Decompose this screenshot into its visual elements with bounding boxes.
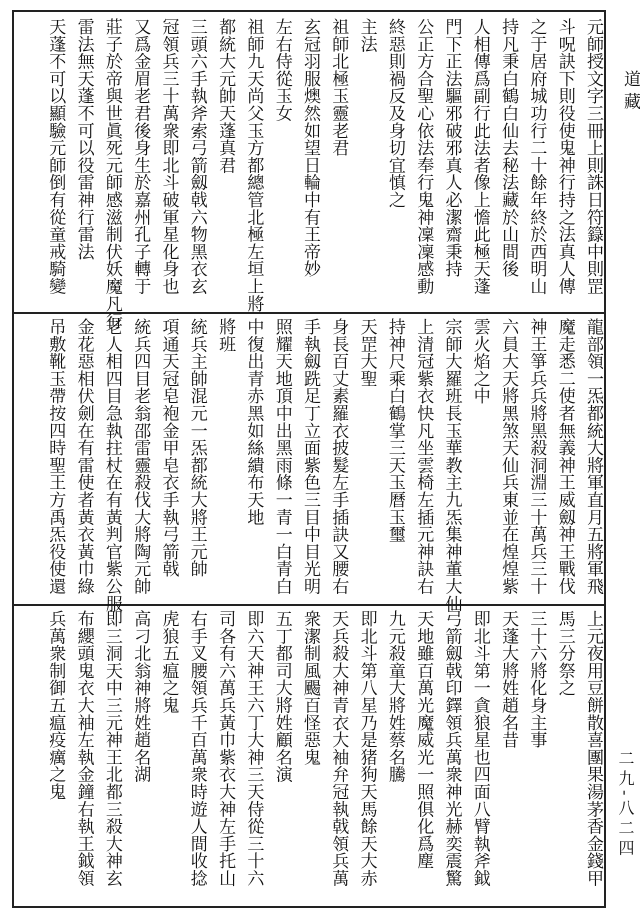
panel1-column: 左右侍從玉女 xyxy=(271,18,292,122)
panel2-column: 金花惡相伏劍在有雷使者黃衣黃巾綠 xyxy=(73,318,94,595)
panel1-column: 人相傳爲副行此法者像上憺此極天蓬 xyxy=(469,18,490,295)
panel2-column: 手執劔跣足丁立面紫色三目中目光明 xyxy=(300,318,320,595)
panel3-column: 天兵殺大神青衣大袖弁冠執戟領兵萬 xyxy=(328,610,349,887)
panel2-column: 龍部領一炁都統大將軍直月五將軍飛 xyxy=(583,318,603,595)
panel3-column: 三十六將化身主事 xyxy=(526,610,547,749)
panel2-column: 六員大天將黑煞天仙兵東並在煌煌紫 xyxy=(498,318,519,595)
panel1-column: 元師授文字三冊上則誅日符籙中則罡 xyxy=(583,18,603,295)
panel2-column: 持神尺乘白鶴掌三天玉曆玉璽 xyxy=(384,318,405,543)
panel2-column: 身長百丈素羅衣披髮左手插訣又腰右 xyxy=(328,318,349,595)
panel1-column: 又爲金眉老君後身生於嘉州孔子轉于 xyxy=(130,18,151,295)
panel2-column: 中復出青赤黑如絲繢布天地 xyxy=(243,318,264,526)
panel1-column: 祖師北極玉靈老君 xyxy=(328,18,349,157)
panel1-column: 斗呪訣下則役使鬼神行持之法真人傳 xyxy=(554,18,575,295)
panel3-column: 弓箭劔戟印鐸領兵萬衆神光赫奕震驚 xyxy=(441,610,462,887)
panel1-column: 持凡秉白鶴白仙去秘法藏於山間後 xyxy=(498,18,519,278)
panel3-column: 右手叉腰領兵千百萬衆時遊人間收捻 xyxy=(186,610,207,887)
panel3-column: 布纓頭鬼衣大袖左執金鐘右執王鉞領 xyxy=(73,610,94,887)
panel2-column: 統兵四目老翁邵雷靈殺伐大將陶元帥 xyxy=(130,318,151,595)
panel1-column: 玄冠羽服燠然如望日輪中有王帝妙 xyxy=(300,18,320,278)
panel2-column: 項通天冠皂袍金甲皂衣手執弓箭戟 xyxy=(158,318,179,578)
panel3-column: 司各有六萬兵黃巾紫衣大神左手托山 xyxy=(215,610,236,887)
panel2-column: 老人相四目急執拄杖在有黃判官紫公服 xyxy=(101,318,122,613)
panel3-column: 馬三分祭之 xyxy=(554,610,575,697)
panel2-column: 天罡大聖 xyxy=(356,318,377,388)
panel1-column: 雷法無天蓬不可以役雷神行雷法 xyxy=(73,18,94,261)
panel1-column: 三頭六手執斧索弓箭劔戟六物黑衣玄 xyxy=(186,18,207,295)
panel3-column: 九元殺童大將姓蔡名騰 xyxy=(384,610,405,783)
panel1-column: 祖師九天尚父玉方都總管北極左垣上將 xyxy=(243,18,264,313)
margin-title: 道 藏 xyxy=(620,70,640,110)
panel2-column: 宗師大羅班長玉華教主九炁集神董大仙 xyxy=(441,318,462,613)
panel3-column: 即北斗第一貪狼星也四面八臂執斧鉞 xyxy=(469,610,490,887)
panel1-column: 都統大元帥天蓬真君 xyxy=(215,18,236,174)
panel1-column: 門下正法驅邪破邪真人必潔齋秉持 xyxy=(441,18,462,278)
panel1-column: 終惡則禍反及身切宜慎之 xyxy=(384,18,405,209)
panel2-column: 雲火焰之中 xyxy=(469,318,490,405)
panel3-column: 上元夜用豆餅散喜團果湯茅香金錢甲 xyxy=(583,610,603,887)
panel3-column: 高刁北翁神將姓趙名湖 xyxy=(130,610,151,783)
panel3-column: 即三洞天中三元神王北都三殺大神玄 xyxy=(101,610,122,887)
panel1-column: 主法 xyxy=(356,18,377,53)
panel2-column: 吊敷靴玉帶按四時聖王方禹炁役使還 xyxy=(45,318,66,595)
page-number: 二九-八二四 xyxy=(616,750,635,860)
panel2-column: 上清冠紫衣快凡坐雲椅左插元神訣右 xyxy=(413,318,434,595)
panel1-column: 公正方合聖心依法奉行鬼神凜凜感動 xyxy=(413,18,434,295)
panel3-column: 衆潔制風颺百怪惡鬼 xyxy=(300,610,320,766)
panel2-column: 神王箏兵兵將黑殺洞淵三十萬兵三十 xyxy=(526,318,547,595)
panel1-column: 天蓬不可以顯驗元師倒有從童戒騎變 xyxy=(45,18,66,295)
panel3-column: 天蓬大將姓趙名昔 xyxy=(498,610,519,749)
panel3-column: 即六天神王六丁大神三天侍從三十六 xyxy=(243,610,264,887)
panel1-column: 之于居府城功行二十餘年終於西明山 xyxy=(526,18,547,295)
panel3-column: 即北斗第八星乃是猪狗天馬餘天大赤 xyxy=(356,610,377,887)
panel3-column: 天地雖百萬光魔威光一照俱化爲塵 xyxy=(413,610,434,870)
panel2-column: 照耀天地頂中出黑雨條一青一白青白 xyxy=(271,318,292,595)
panel3-column: 兵萬衆制御五瘟疫癘之鬼 xyxy=(45,610,66,801)
panel2-column: 將班 xyxy=(215,318,236,353)
panel1-column: 莊子於帝與世眞死元師感滋制伏妖魔凡行 xyxy=(101,18,122,330)
panel2-column: 統兵主帥混元一炁都統大將王元帥 xyxy=(186,318,207,578)
panel2-column: 魔走悉二使者無義神王威劔神王戰伐 xyxy=(554,318,575,595)
panel3-column: 虎狼五瘟之鬼 xyxy=(158,610,179,714)
panel1-column: 冠領兵三十萬衆即北斗破軍星化身也 xyxy=(158,18,179,295)
panel3-column: 五丁都司大將姓顧名演 xyxy=(271,610,292,783)
